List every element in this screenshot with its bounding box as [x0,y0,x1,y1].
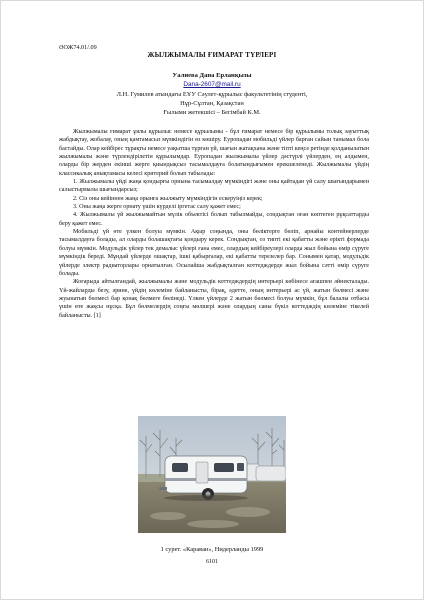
caravan-illustration [138,416,286,533]
affiliation-line: Л.Н. Гумилев атындағы ЕҰУ Сәулет-құрылыс факультетінің студенті, [116,91,308,98]
paragraph: Жоғарыда айтылғандай, жылжымалы және модульдік коттедждердің интерьері көбінесе ағашпен әйнекталады. Үй-жайларды безу, әрине, үйдің көлеміне байланысты, бірақ, әдетте, оның интерьері ас үй, жатын бөлмесі және жуынатын бөлмесі бар қонақ бөлмеге бөлінеді. Үлкен үйлерде 2 жатын бөлмесі болуы мүмкін, бұл балалы отбасы үшін өте жақсы нұсқа. Бұл бөлмелердің соңғы мөлшері және олардың саны бүкіл коттедждің көлеміне тікелей байланысты. [1] [59,279,369,319]
article-body [59,128,369,320]
page-number: 6101 [206,559,218,565]
article-title: ЖЫЛЖЫМАЛЫ ҒИМАРАТ ТҮРЛЕРІ [147,51,277,59]
list-item: 2. Сіз оны кейіннен жаңа орынға жылжыту мүмкіндігін ескеруіңіз керек; [73,195,263,202]
list-item: 1. Жылжымалы үйді жаңа қондырғы орнына тасымалдау мүмкіндігі және оны қайтадан үй салу шығындарымен салыстырмалы шығындарсыз; [59,179,369,194]
figure-caption: 1 сурет. «Караван», Нидерланды 1999 [160,546,264,553]
affiliation-line: Нұр-Сұлтан, Қазақстан [180,100,244,107]
supervisor-line: Ғылыми жетекшісі – Бегімбай К.М. [163,109,261,116]
author-name: Уалиева Дана Ерланқызы [172,72,252,79]
udc-code: ӘОЖ74.01/.09 [59,44,97,51]
paragraph: Мобильді үй өте үлкен болуы мүмкін. Ақыр соңында, оны бөліктерге бөліп, арнайы контейнерлерде тасымалдауға болады, ал оларды болашақтағы қондыру керек. Сондықтан, оз типті екі қабатты және ерікті формада болуы мүмкін. Модульдік үйлер тек демалыс үйлері ғана емес, олардың кейбіреулері оларда жыл бойына өмір сүруге мүмкіндік береді. Мұндай үйлерде ошақтар, ішкі қабырғалар, екі қабатты терезелер бар. Сонымен қатар, модульдік үйлерде электр радиаторлары орнатылған. Осылайша жабдықталған коттедждерде жыл бойына сәтті өмір сүруге болады. [59,229,369,277]
list-item: 4. Жылжымалы үй жылжымайтын мүлік объектісі болып табылмайды, сондықтан оған көптеген рұқсаттарды беру қажет емес. [59,212,369,227]
author-email[interactable]: Dana-2607@mail.ru [183,81,241,88]
list-item: 3. Оны жаңа жерге орнату үшін күрделі іргетас салу қажет емес; [73,204,241,211]
paragraph: Жылжымалы ғимарат ұялы құрылыс немесе құрылымы - бұл ғимарат немесе бір құрылымы толық зауыттық жабдықтау, жобалау, оның қамтамасыз мүмкіндігін өз көшіру. Еуропадан мобильді үйлер барған сайын танымал бола бастайды. Олар кейбірес тұрақты немесе уақытша тұрған үй, шағын жатақхана және тіпті кеңсе ретінде қолданылатын жылжымалы және түрлендірілетін құрылымдар. Еуропадан жылжымалы үйлер дәстүрлі үйлерден, ең алдымен, оларды бір жерден екінші жерге қиындықсыз тасымалдауға болатындығымен ерекшеленеді. Жылжымалы үйдің классикалық анықтамасы келесі критерий болып табылады: [59,129,369,177]
caravan-photo [138,416,286,533]
